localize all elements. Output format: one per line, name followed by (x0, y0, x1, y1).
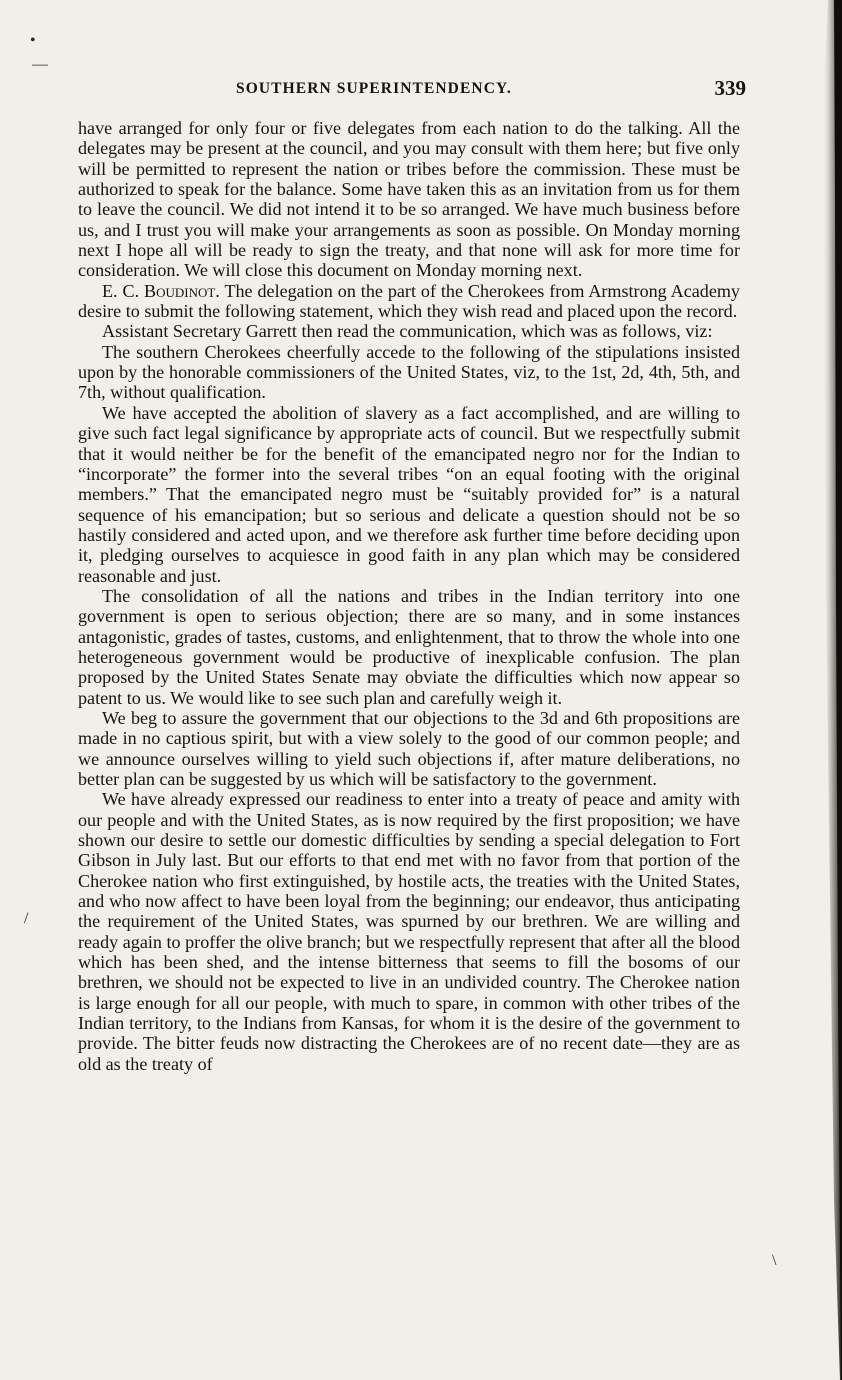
paragraph: Assistant Secretary Garrett then read the communication, which was as follows, viz: (102, 321, 713, 342)
margin-slash: / (24, 910, 29, 927)
paragraph: The consolidation of all the nations and tribes in the Indian territory into one government is open to serious objection; there are so many, and in some instances antagonistic, grades of tastes, customs, and enlightenment, that to throw the whole into one heterogeneous government would be productive of inexplicable confusion. The plan proposed by the United States Senate may obviate the difficulties which now appear so patent to us. We would like to see such plan and carefully weigh it. (78, 585, 740, 708)
page-edge-shadow (804, 0, 842, 1380)
margin-tick: — (32, 56, 48, 73)
paragraph: have arranged for only four or five delegates from each nation to do the talking. All the delegates may be present at the council, and you may consult with them here; but five only will be permitted to represent the nation or tribes before the commission. These must be authorized to speak for the balance. Some have taken this as an invitation from us for them to leave the council. We did not intend it to be so arranged. We have much business before us, and I trust you will make your arrangements as soon as possible. On Monday morning next I hope all will be ready to sign the treaty, and that none will ask for more time for consideration. We will close this document on Monday morning next. (78, 118, 740, 281)
paragraph: We have already expressed our readiness to enter into a treaty of peace and amity with our people and with the United States, as is now required by the first proposition; we have shown our desire to settle our domestic difficulties by sending a special delegation to Fort Gibson in July last. But our efforts to that end met with no favor from that portion of the Cherokee nation who first extinguished, by hostile acts, the treaties with the United States, and who now affect to have been loyal from the beginning; our endeavor, thus anticipating the requirement of the United States, was spurned by our brethren. We are willing and ready again to proffer the olive branch; but we respectfully represent that after all the blood which has been shed, and the intense bitterness that seems to fill the bosoms of our brethren, we should not be expected to live in an undivided country. The Cherokee nation is large enough for all our people, with much to spare, in common with other tribes of the Indian territory, to the Indians from Kansas, for whom it is the desire of the government to provide. The bitter feuds now distracting the Cherokees are of no recent date—they are as old as the treaty of (78, 789, 740, 1074)
page-number: 339 (714, 76, 746, 100)
page-header (236, 76, 746, 102)
margin-slash-right: \ (772, 1252, 777, 1269)
body-text (78, 118, 740, 1074)
paragraph: We beg to assure the government that our objections to the 3d and 6th propositions are made in no captious spirit, but with a view solely to the good of our common people; and we announce ourselves willing to yield such objections if, after mature deliberations, no better plan can be suggested by us which will be satisfactory to the government. (78, 707, 740, 789)
running-head: SOUTHERN SUPERINTENDENCY. (236, 80, 512, 97)
paragraph (78, 281, 740, 322)
margin-dot: • (30, 32, 36, 49)
paragraph: The southern Cherokees cheerfully accede to the following of the stipulations insisted upon by the honorable commissioners of the United States, viz, to the 1st, 2d, 4th, 5th, and 7th, without qualification. (78, 341, 740, 403)
speaker-name: E. C. Boudinot. (102, 280, 220, 301)
paragraph-text: The delegation on the part of the Cherokees from Armstrong Academy desire to submit the following statement, which they wish read and placed upon the record. (78, 280, 740, 322)
paragraph: We have accepted the abolition of slavery as a fact accomplished, and are willing to give such fact legal significance by appropriate acts of council. But we respectfully submit that it would neither be for the benefit of the emancipated negro nor for the Indian to “incorporate” the former into the several tribes “on an equal footing with the original members.” That the emancipated negro must be “suitably provided for” is a natural sequence of his emancipation; but so serious and delicate a question should not be so hastily considered and acted upon, and we therefore ask further time before deciding upon it, pledging ourselves to acquiesce in good faith in any plan which may be considered reasonable and just. (78, 402, 740, 586)
binding-shadow (804, 0, 842, 1380)
